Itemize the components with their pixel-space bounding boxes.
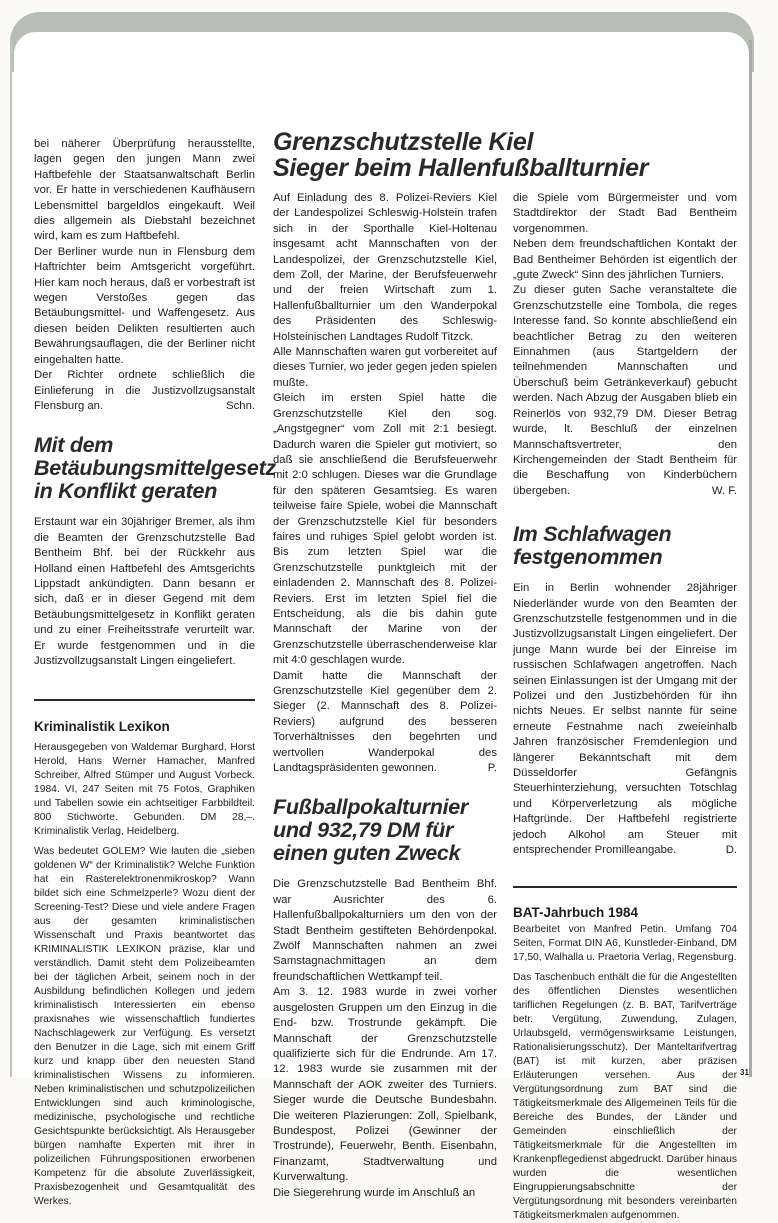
article3-signature: W. F. [711, 484, 737, 497]
article3-paragraph: Am 3. 12. 1983 wurde in zwei vorher ausgelosten Gruppen um den Einzug in die End- bzw. Trostrunde gekämpft. Die Mannschaft der Grenzschutzstelle qualifizierte sich für die Endrunde. Am 17. 12. 1983 wurde sie zusammen mit der Mannschaft der AOK zweiter des Turniers. Sieger wurde die Deutsche Bundesbahn. Die weiteren Plazierungen: Zoll, Spielbank, Bundespost, Polizei (Gewinner der Trostrunde), Feuerwehr, Benth. Eisenbahn, Finanzamt, Stadtverwaltung und Kurverwaltung. [273, 986, 497, 1184]
main-article-paragraph: Alle Mannschaften waren gut vorbereitet auf dieses Turnier, wo jeder gegen jeden spielen mußte. [273, 346, 497, 389]
column-right [513, 191, 737, 1223]
article4-text: Ein in Berlin wohnender 28jähriger Niederländer wurde von den Beamten der Grenzschutzstelle festgenommen und in die Justizvollzugsanstalt Lingen eingeliefert. Der junge Mann wurde bei der Einreise im russischen Schlafwagen angetroffen. Nach seinen Einlassungen ist der Umgang mit der Polizei und den Justizbehörden für ihn nichts Neues. Er selbst nannte für seine erneute Festnahme nach zweieinhalb Jahren französischer Fremdenlegion und längerer Bekanntschaft mit dem Düsseldorfer Gefängnis Steuerhinterziehung, versuchten Totschlag und Körperverletzung als mögliche Haftgründe. Der Haftbefehl registrierte jedoch Alkohol am Steuer mit entsprechender Promilleangabe. [513, 582, 737, 857]
article4-body [513, 581, 737, 858]
page-frame-right-edge [749, 40, 752, 1077]
article3-paragraph: Die Siegerehrung wurde im Anschluß an [273, 1186, 476, 1199]
main-headline-line1: Grenzschutzstelle Kiel [273, 128, 534, 156]
book-review-body: Was bedeutet GOLEM? Wie lauten die „sieben goldenen W“ der Kriminalistik? Welche Funktion hat ein Rasterelektronenmikroskop? Wann bildet sich eine Schmelzperle? Wozu dient der Screening-Test? Diese und viele andere Fragen aus der gesamten kriminalistischen Wissenschaft und Praxis beantwortet das KRIMINALISTIK LEXIKON präzise, klar und verständlich. Damit steht dem Polizeibeamten bei der täglichen Arbeit, seinem noch in der Ausbildung befindlichen Kollegen und jedem kriminalistisch Interessierten ein ebenso praxisnahes wie wissenschaftlich fundiertes Nachschlagewerk zur Verfügung. Es versetzt den Benutzer in die Lage, sich mit einem Griff kurz und knapp über den neuesten Stand kriminalistischen Wissens zu informieren. Neben kriminalistischen und schutzpolizeilichen Entwicklungen sind auch kriminologische, medizinische, psychologische und rechtliche Gesichtspunkte berücksichtigt. Als Herausgeber bürgen namhafte Experten mit ihrer in polizeilichen Führungspositionen erworbenen Kompetenz für die absolute Zuverlässigkeit, Praxisbezogenheit und Gesamtqualität des Werkes. [34, 846, 255, 1208]
article-body-betaeubungsmittel: Erstaunt war ein 30jähriger Bremer, als ihm die Beamten der Grenzschutzstelle Bad Bentheim Bhf. bei der Rückkehr aus Holland einen Haftbefehl des Amtsgerichts Lippstadt ankündigten. Dann besann er sich, daß er in dieser Gegend mit dem Betäubungsmittelgesetz in Konflikt geraten und zu einer Freiheitsstrafe verurteilt war. Er wurde festgenommen und in die Justizvollzugsanstalt Lingen eingeliefert. [34, 516, 255, 667]
book-review-meta: Herausgegeben von Waldemar Burghard, Horst Herold, Hans Werner Hamacher, Manfred Schreiber, Alfred Stümper und August Vorbeck. 1984. VI, 247 Seiten mit 75 Fotos, Graphiken und Tabellen sowie ein achtseitiger Farbbildteil. 800 Stichworte. Gebunden. DM 28,–. Kriminalistik Verlag, Heidelberg. [34, 742, 255, 838]
intro-signature: Schn. [226, 399, 255, 412]
column-middle [273, 191, 497, 1201]
article3-continued: die Spiele vom Bürgermeister und vom Stadtdirektor der Stadt Bad Bentheim vorgenommen. [513, 192, 737, 235]
intro-last-text: Der Richter ordnete schließlich die Einlieferung in die Justizvollzugsanstalt Flensburg an. [34, 369, 255, 412]
book-review2-meta: Bearbeitet von Manfred Petin. Umfang 704 Seiten, Format DIN A6, Kunstleder-Einband, DM 17,50, Walhalla u. Praetoria Verlag, Regensburg. [513, 924, 737, 964]
book-review2-title: BAT-Jahrbuch 1984 [513, 905, 639, 921]
main-article-last-text: Damit hatte die Mannschaft der Grenzschutzstelle Kiel gegenüber dem 2. Sieger (2. Mannschaft des 8. Polizei-Reviers) aufgrund des besseren Torverhältnisses den begehrten und wertvollen Wanderpokal des Landtagspräsidenten gewonnen. [273, 669, 497, 775]
main-article-paragraph [273, 669, 497, 777]
section-divider [513, 886, 737, 888]
article3-continued [513, 283, 737, 499]
book-review-title: Kriminalistik Lexikon [34, 719, 170, 735]
column-left [34, 137, 276, 1209]
main-article-signature: P. [487, 762, 497, 775]
main-article-paragraph: Gleich im ersten Spiel hatte die Grenzschutzstelle Kiel den sog. „Angstgegner“ vom Zoll mit 2:1 besiegt. Dadurch waren die Spieler gut motiviert, so daß sie anschließend die Berufsfeuerwehr mit 2:0 schlugen. Dieses war die Grundlage für den späteren Gesamtsieg. Es waren teilweise faire Spiele, wobei die Mannschaft der Grenzschutzstelle Kiel für besonders faires und ruhiges Spiel gelobt worden ist. Bis zum letzten Spiel war die Grenzschutzstelle punktgleich mit der einladenden 2. Mannschaft des 8. Polizei-Reviers. Erst im letzten Spiel fiel die Entscheidung, als die bis dahin gute Mannschaft der Marine von der Grenzschutzstelle überraschenderweise klar mit 4:0 geschlagen wurde. [273, 392, 497, 667]
main-headline-line2: Sieger beim Hallenfußballturnier [273, 154, 649, 182]
book-review2-body: Das Taschenbuch enthält die für die Angestellten des öffentlichen Dienstes wesentlichen tariflichen Regelungen (z. B. BAT, Tarifverträge betr. Vergütung, Zuwendung, Zulagen, Urlaubsgeld, vermögenswirksame Leistungen, Rationalisierungsschutz). Der Manteltarifvertrag (BAT) ist mit kurzen, aber präzisen Erläuterungen versehen. Aus der Vergütungsordnung zum BAT sind die Tätigkeitsmerkmale des Allgemeinen Teils für die Bereiche des Bundes, der Länder und Gemeinden einschließlich der Tätigkeitsmerkmale für die Angestellten im Krankenpflegedienst abgedruckt. Darüber hinaus wurden die wesentlichen Eingruppierungsabschnitte der Vergütungsordnung mit besonders vereinbarten Tätigkeitsmerkmalen aufgenommen. [513, 972, 737, 1222]
article3-paragraph: Die Grenzschutzstelle Bad Bentheim Bhf. war Ausrichter des 6. Hallenfußballpokalturniers um den von der Stadt Bentheim gestifteten Behördenpokal. Zwölf Mannschaften nahmen an zwei Samstagnachmittagen an dem freundschaftlichen Wettkampf teil. [273, 878, 497, 983]
article4-signature: D. [725, 844, 737, 857]
intro-paragraph: bei näherer Überprüfung herausstellte, lagen gegen den jungen Mann zwei Haftbefehle der Staatsanwaltschaft Berlin vor. Er hatte in verschiedenen Kaufhäusern Lebensmittel bargeldlos eingekauft. Weil dies allgemein als Diebstahl bezeichnet wird, kam es zum Haftbefehl. [34, 138, 255, 243]
article-headline-betaeubungsmittel: Mit dem Betäubungsmittelgesetz in Konflikt geraten [34, 433, 276, 504]
article-headline-fussballpokal: Fußballpokalturnier und 932,79 DM für einen guten Zweck [273, 795, 468, 866]
section-divider [34, 699, 255, 701]
article-headline-schlafwagen: Im Schlafwagen festgenommen [513, 522, 672, 570]
article3-last-text: Zu dieser guten Sache veranstaltete die Grenzschutzstelle eine Tombola, die reges Interesse fand. So konnte abschließend ein beachtlicher Betrag zu den weiteren Einnahmen (aus Startgeldern der teilnehmenden Mannschaften und Überschuß beim Getränkeverkauf) gebucht werden. Nach Abzug der Ausgaben blieb ein Reinerlös von 932,79 DM. Dieser Betrag wurde, lt. Beschluß der einzelnen Mannschaftsvertreter, den Kirchengemeinden der Stadt Bentheim für die Beschaffung von Kinderbüchern übergeben. [513, 284, 737, 497]
page-frame-left-edge [10, 40, 12, 1077]
article3-continued: Neben dem freundschaftlichen Kontakt der Bad Bentheimer Behörden ist eigentlich der „gute Zweck“ Sinn des jährlichen Turniers. [513, 238, 737, 282]
main-article-paragraph: Auf Einladung des 8. Polizei-Reviers Kiel der Landespolizei Schleswig-Holstein trafen sich in der Sporthalle Kiel-Holtenau insgesamt acht Mannschaften von der Landespolizei, der Grenzschutzstelle Kiel, dem Zoll, der Marine, der Berufsfeuerwehr und der freien Wirtschaft zum 1. Hallenfußballturnier um den Wanderpokal des Präsidenten des Schleswig-Holsteinischen Landtages Rudolf Titzck. [273, 192, 497, 343]
intro-paragraph [34, 368, 255, 414]
intro-paragraph: Der Berliner wurde nun in Flensburg dem Haftrichter beim Amtsgericht vorgeführt. Hier kam noch heraus, daß er vorbestraft ist wegen Verstoßes gegen das Betäubungsmittel- und Waffengesetz. Aus diesen beiden Delikten resultierten auch Bewährungsauflagen, die der Berliner nicht eingehalten hatte. [34, 245, 255, 366]
main-headline [273, 129, 733, 181]
page-number: 31 [740, 1068, 749, 1077]
